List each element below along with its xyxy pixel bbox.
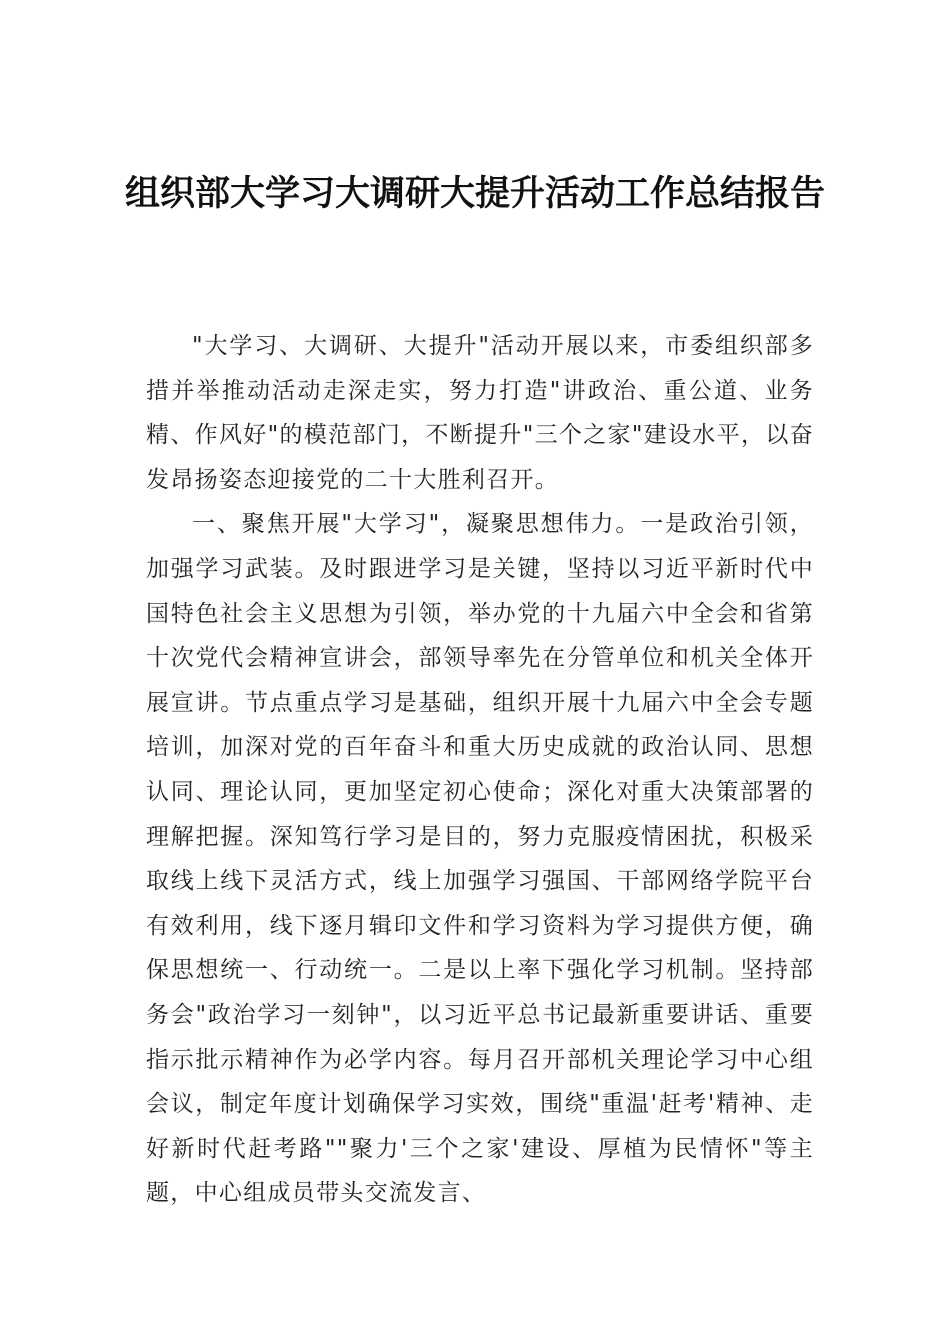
intro-paragraph: "大学习、大调研、大提升"活动开展以来，市委组织部多措并举推动活动走深走实，努力打造"讲政治、重公道、业务精、作风好"的模范部门，不断提升"三个之家"建设水平，以奋发昂扬姿态迎接党的二十大胜利召开。 bbox=[146, 333, 814, 493]
section-one-paragraph: 一、聚焦开展"大学习"，凝聚思想伟力。一是政治引领，加强学习武装。及时跟进学习是关键，坚持以习近平新时代中国特色社会主义思想为引领，举办党的十九届六中全会和省第十次党代会精神宣讲会，部领导率先在分管单位和机关全体开展宣讲。节点重点学习是基础，组织开展十九届六中全会专题培训，加深对党的百年奋斗和重大历史成就的政治认同、思想认同、理论认同，更加坚定初心使命；深化对重大决策部署的理解把握。深知笃行学习是目的，努力克服疫情困扰，积极采取线上线下灵活方式，线上加强学习强国、干部网络学院平台有效利用，线下逐月辑印文件和学习资料为学习提供方便，确保思想统一、行动统一。二是以上率下强化学习机制。坚持部务会"政治学习一刻钟"，以习近平总书记最新重要讲话、重要指示批示精神作为必学内容。每月召开部机关理论学习中心组会议，制定年度计划确保学习实效，围绕"重温'赶考'精神、走好新时代赶考路""聚力'三个之家'建设、厚植为民情怀"等主题，中心组成员带头交流发言、 bbox=[146, 511, 814, 1207]
document-body bbox=[146, 324, 814, 1216]
document-title: 组织部大学习大调研大提升活动工作总结报告 bbox=[124, 173, 825, 214]
